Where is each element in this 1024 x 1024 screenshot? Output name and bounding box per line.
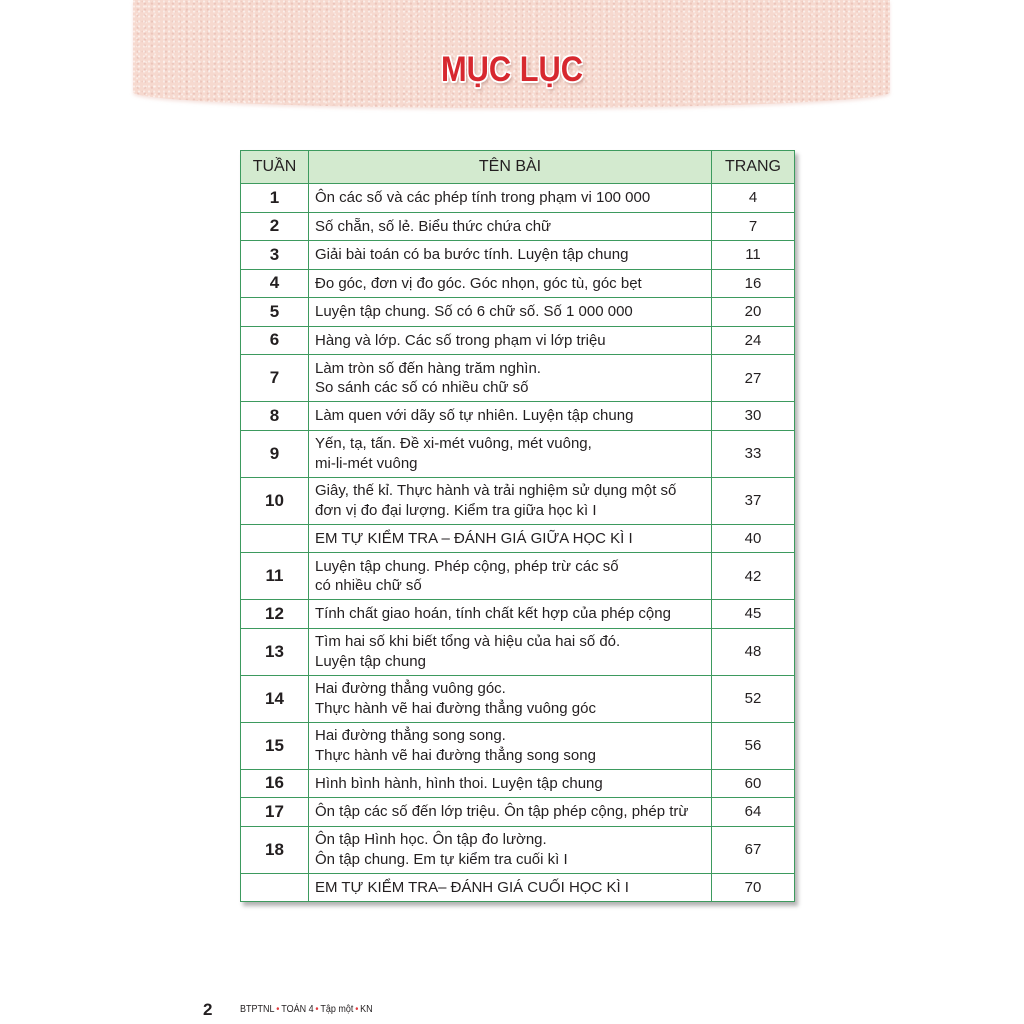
lesson-title-line: Làm tròn số đến hàng trăm nghìn.: [315, 359, 541, 377]
footer-separator: •: [276, 1004, 280, 1015]
toc-row: [241, 798, 795, 827]
toc-row: [241, 675, 795, 722]
page-number-cell: 20: [712, 298, 795, 327]
page-number-cell: 4: [712, 184, 795, 213]
header-row: [241, 151, 795, 184]
lesson-title-line: Đo góc, đơn vị đo góc. Góc nhọn, góc tù, góc bẹt: [315, 274, 642, 292]
lesson-title-line: Giải bài toán có ba bước tính. Luyện tập chung: [315, 246, 629, 263]
lesson-title-line: Hình bình hành, hình thoi. Luyện tập chung: [315, 774, 603, 792]
lesson-title-cell: [309, 355, 712, 402]
lesson-title-line: Thực hành vẽ hai đường thẳng song song: [315, 746, 596, 764]
toc-row: [241, 553, 795, 600]
lesson-title-line: Làm quen với dãy số tự nhiên. Luyện tập chung: [315, 407, 634, 424]
week-number-cell: 2: [241, 212, 309, 241]
footer-edition: KN: [360, 1004, 373, 1015]
toc-row: [241, 430, 795, 477]
footer-book-info: [240, 1004, 373, 1016]
lesson-title-cell: [309, 298, 712, 327]
column-header-week: TUẦN: [241, 151, 309, 184]
page-number-cell: 33: [712, 430, 795, 477]
week-number-cell: 12: [241, 600, 309, 629]
week-number-cell: 13: [241, 628, 309, 675]
lesson-title-line: Số chẵn, số lẻ. Biểu thức chứa chữ: [315, 217, 552, 235]
page-number-cell: 64: [712, 798, 795, 827]
toc-row: [241, 212, 795, 241]
lesson-title-line: So sánh các số có nhiều chữ số: [315, 379, 529, 396]
week-number-cell: 17: [241, 798, 309, 827]
toc-row: [241, 628, 795, 675]
page-number-cell: 16: [712, 269, 795, 298]
toc-row: [241, 326, 795, 355]
footer-subject: TOÁN 4: [281, 1004, 314, 1015]
lesson-title-cell: [309, 430, 712, 477]
lesson-title-cell: [309, 873, 712, 902]
lesson-title-cell: [309, 212, 712, 241]
lesson-title-cell: [309, 553, 712, 600]
page-number-cell: 42: [712, 553, 795, 600]
lesson-title-line: Giây, thế kỉ. Thực hành và trải nghiệm sử dụng một số: [315, 482, 677, 499]
lesson-title-cell: [309, 524, 712, 553]
lesson-title-cell: [309, 628, 712, 675]
week-number-cell: 1: [241, 184, 309, 213]
page-number-cell: 24: [712, 326, 795, 355]
column-header-title: TÊN BÀI: [309, 151, 712, 184]
lesson-title-cell: [309, 675, 712, 722]
footer-separator: •: [355, 1004, 359, 1015]
lesson-title-cell: [309, 184, 712, 213]
page-number-cell: 7: [712, 212, 795, 241]
lesson-title-cell: [309, 722, 712, 769]
lesson-title-line: Ôn tập Hình học. Ôn tập đo lường.: [315, 831, 547, 848]
week-number-cell: 7: [241, 355, 309, 402]
page-number-cell: 40: [712, 524, 795, 553]
lesson-title-line: mi-li-mét vuông: [315, 454, 418, 472]
table-of-contents: [240, 150, 795, 902]
week-number-cell: 8: [241, 402, 309, 431]
lesson-title-line: Yến, tạ, tấn. Đề xi-mét vuông, mét vuông,: [315, 435, 592, 452]
page-number-cell: 11: [712, 241, 795, 270]
lesson-title-cell: [309, 826, 712, 873]
table-head: [241, 151, 795, 184]
lesson-title-line: Hai đường thẳng vuông góc.: [315, 680, 506, 697]
week-number-cell: 11: [241, 553, 309, 600]
week-number-cell: 5: [241, 298, 309, 327]
week-number-cell: 9: [241, 430, 309, 477]
toc-row: [241, 769, 795, 798]
lesson-title-line: EM TỰ KIỂM TRA– ĐÁNH GIÁ CUỐI HỌC KÌ I: [315, 878, 629, 896]
page-number-cell: 45: [712, 600, 795, 629]
toc-row: [241, 873, 795, 902]
lesson-title-line: có nhiều chữ số: [315, 577, 422, 594]
lesson-title-cell: [309, 600, 712, 629]
footer-volume: Tập một: [320, 1004, 354, 1015]
week-number-cell: 3: [241, 241, 309, 270]
page-number-cell: 70: [712, 873, 795, 902]
week-number-cell: [241, 524, 309, 553]
page-number-cell: 56: [712, 722, 795, 769]
lesson-title-cell: [309, 477, 712, 524]
lesson-title-line: Luyện tập chung. Phép cộng, phép trừ các số: [315, 557, 619, 575]
lesson-title-line: Hai đường thẳng song song.: [315, 727, 506, 744]
toc-row: [241, 477, 795, 524]
lesson-title-cell: [309, 769, 712, 798]
toc-row: [241, 722, 795, 769]
footer-page-number: 2: [203, 1000, 213, 1019]
week-number-cell: 4: [241, 269, 309, 298]
lesson-title-cell: [309, 241, 712, 270]
toc-row: [241, 298, 795, 327]
lesson-title-cell: [309, 326, 712, 355]
toc-row: [241, 184, 795, 213]
week-number-cell: 16: [241, 769, 309, 798]
toc-row: [241, 355, 795, 402]
page-number-cell: 52: [712, 675, 795, 722]
week-number-cell: 6: [241, 326, 309, 355]
toc-row: [241, 826, 795, 873]
toc-row: [241, 524, 795, 553]
lesson-title-cell: [309, 402, 712, 431]
lesson-title-line: Luyện tập chung: [315, 652, 426, 670]
column-header-page: TRANG: [712, 151, 795, 184]
page-title: MỤC LỤC: [440, 50, 584, 89]
week-number-cell: [241, 873, 309, 902]
page-number-cell: 48: [712, 628, 795, 675]
toc-row: [241, 402, 795, 431]
lesson-title-line: Ôn các số và các phép tính trong phạm vi 100 000: [315, 189, 651, 206]
lesson-title-line: Tìm hai số khi biết tổng và hiệu của hai số đó.: [315, 633, 621, 650]
lesson-title-line: đơn vị đo đại lượng. Kiểm tra giữa học kì I: [315, 501, 597, 519]
footer-separator: •: [315, 1004, 319, 1015]
table-body: [241, 184, 795, 902]
week-number-cell: 10: [241, 477, 309, 524]
lesson-title-line: Luyện tập chung. Số có 6 chữ số. Số 1 000 000: [315, 303, 633, 320]
toc-row: [241, 241, 795, 270]
lesson-title-line: Ôn tập các số đến lớp triệu. Ôn tập phép cộng, phép trừ: [315, 803, 689, 820]
lesson-title-line: Hàng và lớp. Các số trong phạm vi lớp triệu: [315, 331, 606, 349]
toc-row: [241, 600, 795, 629]
lesson-title-cell: [309, 798, 712, 827]
lesson-title-cell: [309, 269, 712, 298]
page-number-cell: 37: [712, 477, 795, 524]
lesson-title-line: Tính chất giao hoán, tính chất kết hợp của phép cộng: [315, 605, 671, 622]
lesson-title-line: EM TỰ KIỂM TRA – ĐÁNH GIÁ GIỮA HỌC KÌ I: [315, 529, 633, 547]
footer-series: BTPTNL: [240, 1004, 275, 1015]
toc-row: [241, 269, 795, 298]
week-number-cell: 18: [241, 826, 309, 873]
page-number-cell: 30: [712, 402, 795, 431]
week-number-cell: 15: [241, 722, 309, 769]
lesson-title-line: Ôn tập chung. Em tự kiểm tra cuối kì I: [315, 850, 568, 868]
week-number-cell: 14: [241, 675, 309, 722]
page-number-cell: 27: [712, 355, 795, 402]
page-number-cell: 60: [712, 769, 795, 798]
page-number-cell: 67: [712, 826, 795, 873]
lesson-title-line: Thực hành vẽ hai đường thẳng vuông góc: [315, 699, 596, 717]
